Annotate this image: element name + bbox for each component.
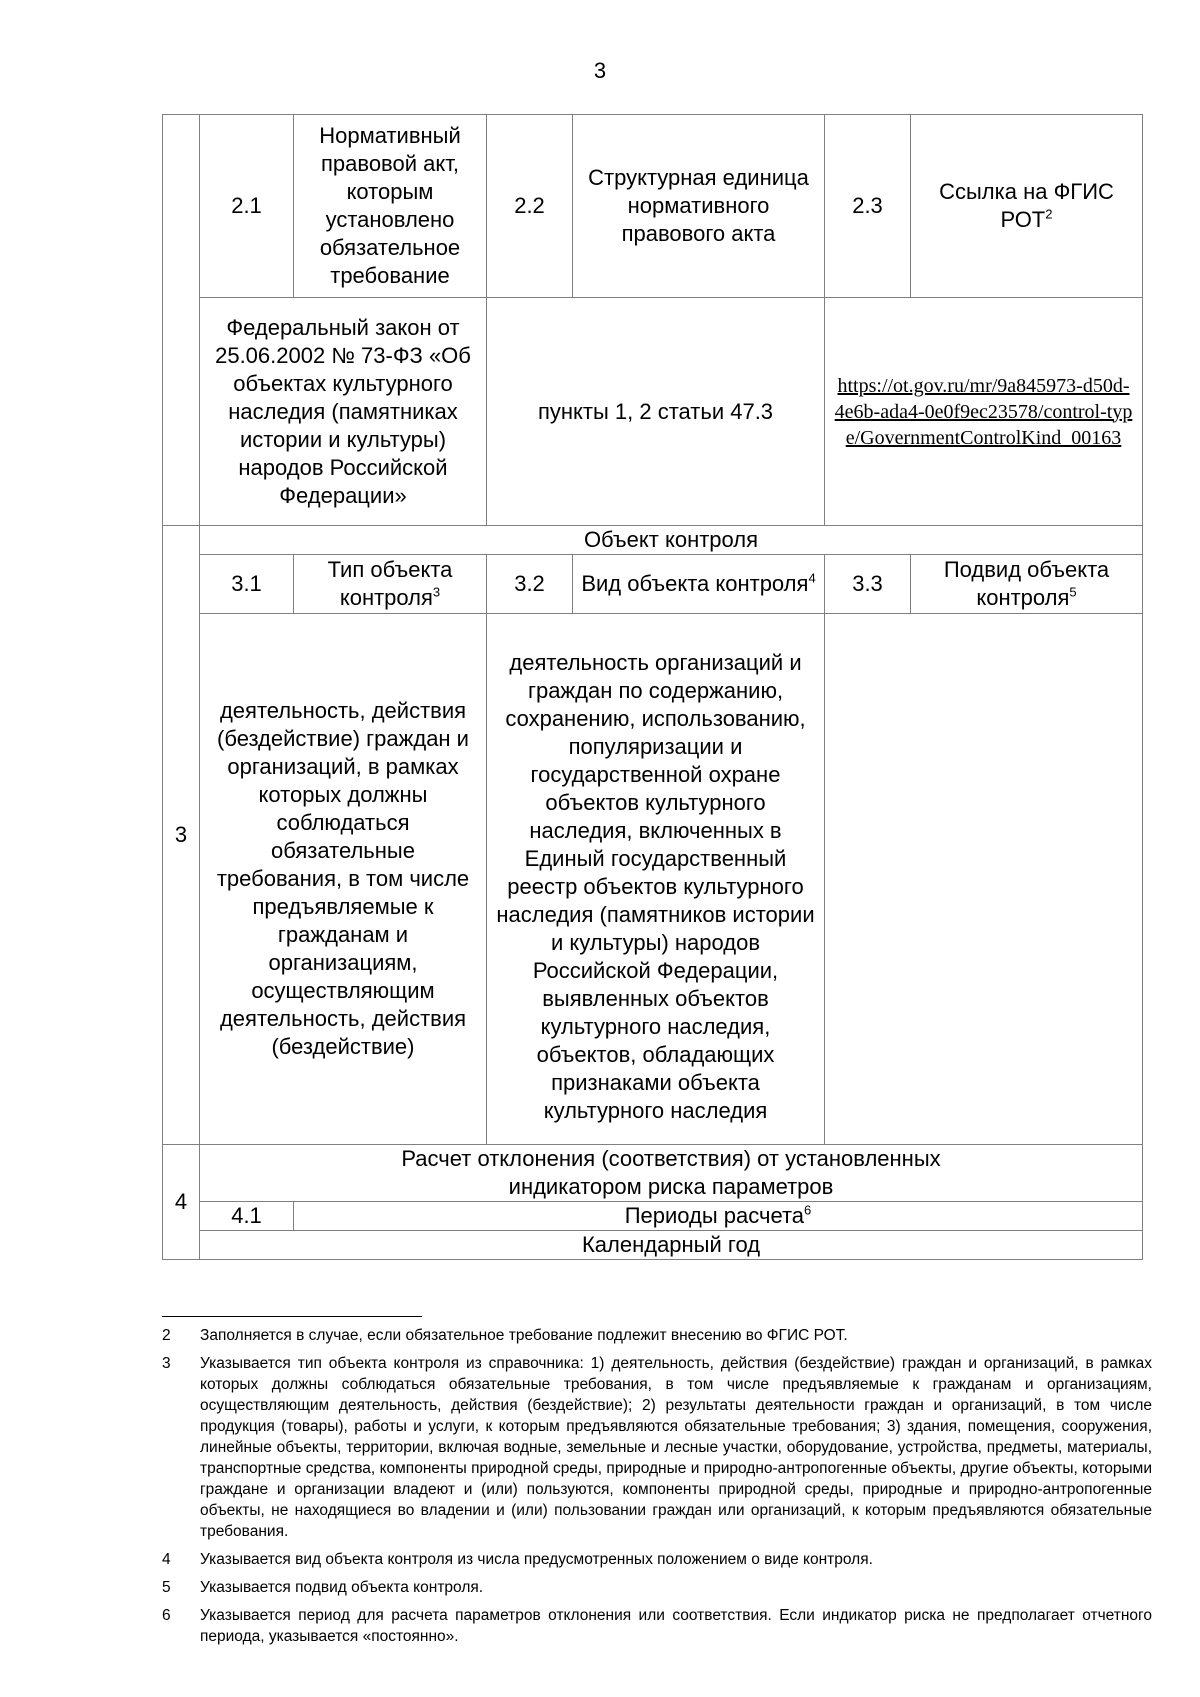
footnote-ref-3: 3 [432,584,441,600]
control-object-kind-value: деятельность организаций и граждан по содержанию, сохранению, использованию, популяризации и государственной охране объектов культурного наследия, включенных в Единый государственный реестр объектов культурного наследия (памятников истории и культуры) народов Российской Федерации, выявленных объектов культурного наследия, объектов, обладающих признаками объекта культурного наследия [487,614,825,1145]
footnote-number: 6 [162,1607,171,1624]
footnote-text: Указывается вид объекта контроля из числа предусмотренных положением о виде контроля. [200,1551,873,1568]
row-4-number: 4 [163,1145,200,1260]
cell-3-2-number: 3.2 [487,555,573,614]
footnote-text: Указывается подвид объекта контроля. [200,1579,484,1596]
cell-2-3-label [911,115,1143,298]
footnote-ref-4: 4 [808,570,816,586]
risk-indicator-table [162,114,1143,1260]
cell-3-3-label [911,555,1143,614]
cell-2-2-number: 2.2 [487,115,573,298]
fgis-link-cell [825,298,1143,526]
control-object-subkind-value [825,614,1143,1145]
cell-2-3-label-text: Ссылка на ФГИС РОТ [939,179,1114,232]
cell-4-1-label-text: Периоды расчета [624,1203,805,1228]
row-2-number-cell [163,115,200,526]
footnote-6 [162,1605,1152,1647]
cell-4-1-number: 4.1 [200,1202,294,1231]
structural-unit-value: пункты 1, 2 статьи 47.3 [487,298,825,526]
cell-3-1-number: 3.1 [200,555,294,614]
footnote-ref-6: 6 [804,1202,812,1218]
cell-3-3-number: 3.3 [825,555,911,614]
cell-2-2-label: Структурная единица нормативного правового акта [573,115,825,298]
calculation-period-value: Календарный год [200,1231,1143,1260]
control-object-type-value: деятельность, действия (бездействие) граждан и организаций, в рамках которых должны соблюдаться обязательные требования, в том числе предъявляемые к гражданам и организациям, осуществляющим деятельность, действия (бездействие) [200,614,487,1145]
footnote-text: Указывается период для расчета параметров отклонения или соответствия. Если индикатор риска не предполагает отчетного периода, указывается «постоянно». [200,1607,1152,1645]
deviation-calculation-header: Расчет отклонения (соответствия) от установленных индикатором риска параметров [200,1145,1143,1202]
cell-2-1-number: 2.1 [200,115,294,298]
footnotes [162,1325,1152,1654]
cell-3-2-label-text: Вид объекта контроля [581,571,809,596]
row-3-number: 3 [163,526,200,1145]
footnote-number: 5 [162,1579,171,1596]
footnote-number: 2 [162,1327,171,1344]
footnote-ref-5: 5 [1069,584,1077,600]
footnote-number: 4 [162,1551,171,1568]
control-object-header: Объект контроля [200,526,1143,555]
footnote-number: 3 [162,1355,171,1372]
page-number: 3 [593,58,607,83]
cell-3-3-label-text: Подвид объекта контроля [943,557,1110,610]
footnote-text: Указывается тип объекта контроля из справочника: 1) деятельность, действия (бездействие) граждан и организаций, в рамках которых должны соблюдаться обязательные требования, в том числе предъявляемые к гражданам и организациям, осуществляющим деятельность, действия (бездействие); 2) результаты деятельности граждан и организаций, в том числе продукция (товары), работы и услуги, к которым предъявляются обязательные требования; 3) здания, помещения, сооружения, линейные объекты, территории, включая водные, земельные и лесные участки, оборудование, устройства, предметы, материалы, транспортные средства, компоненты природной среды, природные и природно-антропогенные объекты, другие объекты, которыми граждане и организации владеют и (или) пользуются, компоненты природной среды, природные и природно-антропогенные объекты, не находящиеся во владении и (или) пользовании граждан или организаций, к которым предъявляются обязательные требования. [200,1355,1152,1540]
fgis-rot-link[interactable]: https://ot.gov.ru/mr/9a845973-d50d-4e6b-ada4-0e0f9ec23578/control-type/GovernmentControlKind_00163 [834,374,1133,449]
normative-act-value: Федеральный закон от 25.06.2002 № 73-ФЗ «Об объектах культурного наследия (памятниках истории и культуры) народов Российской Федерации» [200,298,487,526]
footnote-3 [162,1353,1152,1542]
footnote-2 [162,1325,1152,1346]
footnote-text: Заполняется в случае, если обязательное требование подлежит внесению во ФГИС РОТ. [200,1327,848,1344]
footnote-5 [162,1577,1152,1598]
cell-4-1-label [294,1202,1143,1231]
cell-3-1-label-text: Тип объекта контроля [327,557,453,610]
cell-3-1-label [294,555,487,614]
cell-2-3-number: 2.3 [825,115,911,298]
footnote-separator [162,1316,422,1317]
cell-2-1-label: Нормативный правовой акт, которым установлено обязательное требование [294,115,487,298]
footnote-4 [162,1549,1152,1570]
cell-3-2-label [573,555,825,614]
footnote-ref-2: 2 [1045,206,1053,222]
